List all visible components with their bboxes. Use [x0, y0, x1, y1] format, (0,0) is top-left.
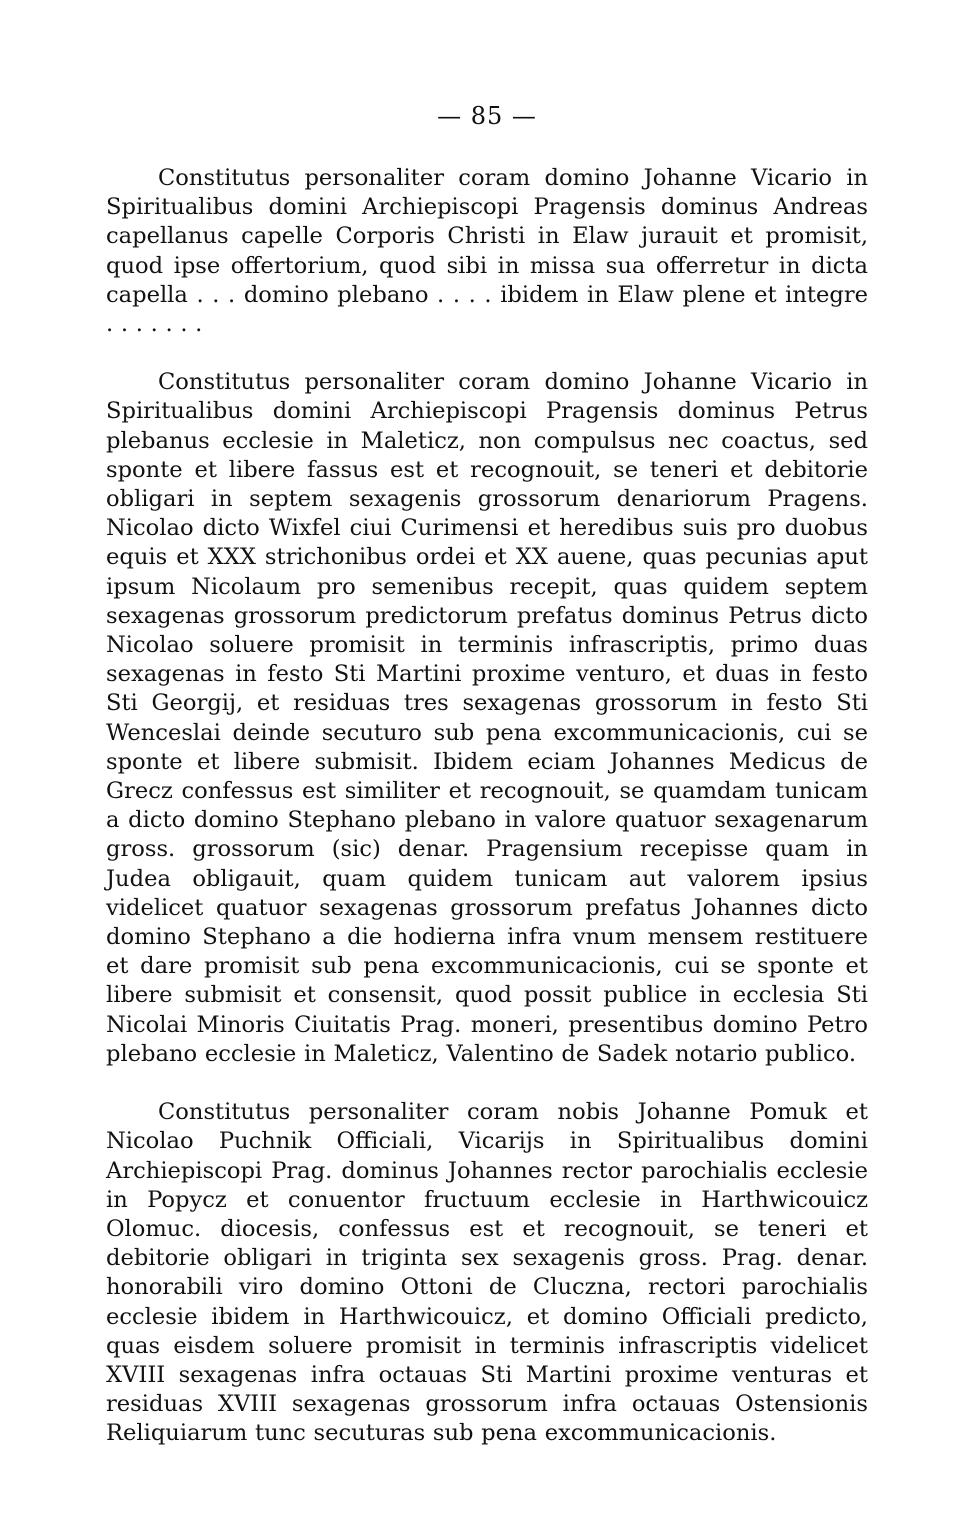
paragraph-1: Constitutus personaliter coram domino Johanne Vicario in Spiritualibus domini Archiepiscopi Pragensis dominus Andreas capellanus capelle Corporis Christi in Elaw jurauit et promisit, quod ipse offertorium, quod sibi in missa sua offerretur in dicta capella . . . domino plebano . . . . ibidem in Elaw plene et integre . . . . . . .	[106, 165, 868, 338]
document-page	[106, 96, 868, 1449]
paragraph-3: Constitutus personaliter coram nobis Johanne Pomuk et Nicolao Puchnik Officiali, Vicarijs in Spiritualibus domini Archiepiscopi Prag. dominus Johannes rector parochialis ecclesie in Popycz et conuentor fructuum ecclesie in Harthwicouicz Olomuc. diocesis, confessus est et recognouit, se teneri et debitorie obligari in triginta sex sexagenis gross. Prag. denar. honorabili viro domino Ottoni de Cluczna, rectori parochialis ecclesie ibidem in Harthwicouicz, et domino Officiali predicto, quas eisdem soluere promisit in terminis infrascriptis videlicet XVIII sexagenas infra octauas Sti Martini proxime venturas et residuas XVIII sexagenas grossorum infra octauas Ostensionis Reliquiarum tunc secuturas sub pena excommunicacionis.	[106, 1099, 868, 1447]
paragraph-2: Constitutus personaliter coram domino Johanne Vicario in Spiritualibus domini Archiepiscopi Pragensis dominus Petrus plebanus ecclesie in Maleticz, non compulsus nec coactus, sed sponte et libere fassus est et recognouit, se teneri et debitorie obligari in septem sexagenis grossorum denariorum Pragens. Nicolao dicto Wixfel ciui Curimensi et heredibus suis pro duobus equis et XXX strichonibus ordei et XX auene, quas pecunias aput ipsum Nicolaum pro semenibus recepit, quas quidem septem sexagenas grossorum predictorum prefatus dominus Petrus dicto Nicolao soluere promisit in terminis infrascriptis, primo duas sexagenas in festo Sti Martini proxime venturo, et duas in festo Sti Georgij, et residuas tres sexagenas grossorum in festo Sti Wenceslai deinde secuturo sub pena excommunicacionis, cui se sponte et libere submisit. Ibidem eciam Johannes Medicus de Grecz confessus est similiter et recognouit, se quamdam tunicam a dicto domino Stephano plebano in valore quatuor sexagenarum gross. grossorum (sic) denar. Pragensium recepisse quam in Judea obligauit, quam quidem tunicam aut valorem ipsius videlicet quatuor sexagenas grossorum prefatus Johannes dicto domino Stephano a die hodierna infra vnum mensem restituere et dare promisit sub pena excommunicacionis, cui se sponte et libere submisit et consensit, quod possit publice in ecclesia Sti Nicolai Minoris Ciuitatis Prag. moneri, presentibus domino Petro plebano ecclesie in Maleticz, Valentino de Sadek notario publico.	[106, 369, 868, 1067]
page-number: — 85 —	[437, 102, 537, 130]
